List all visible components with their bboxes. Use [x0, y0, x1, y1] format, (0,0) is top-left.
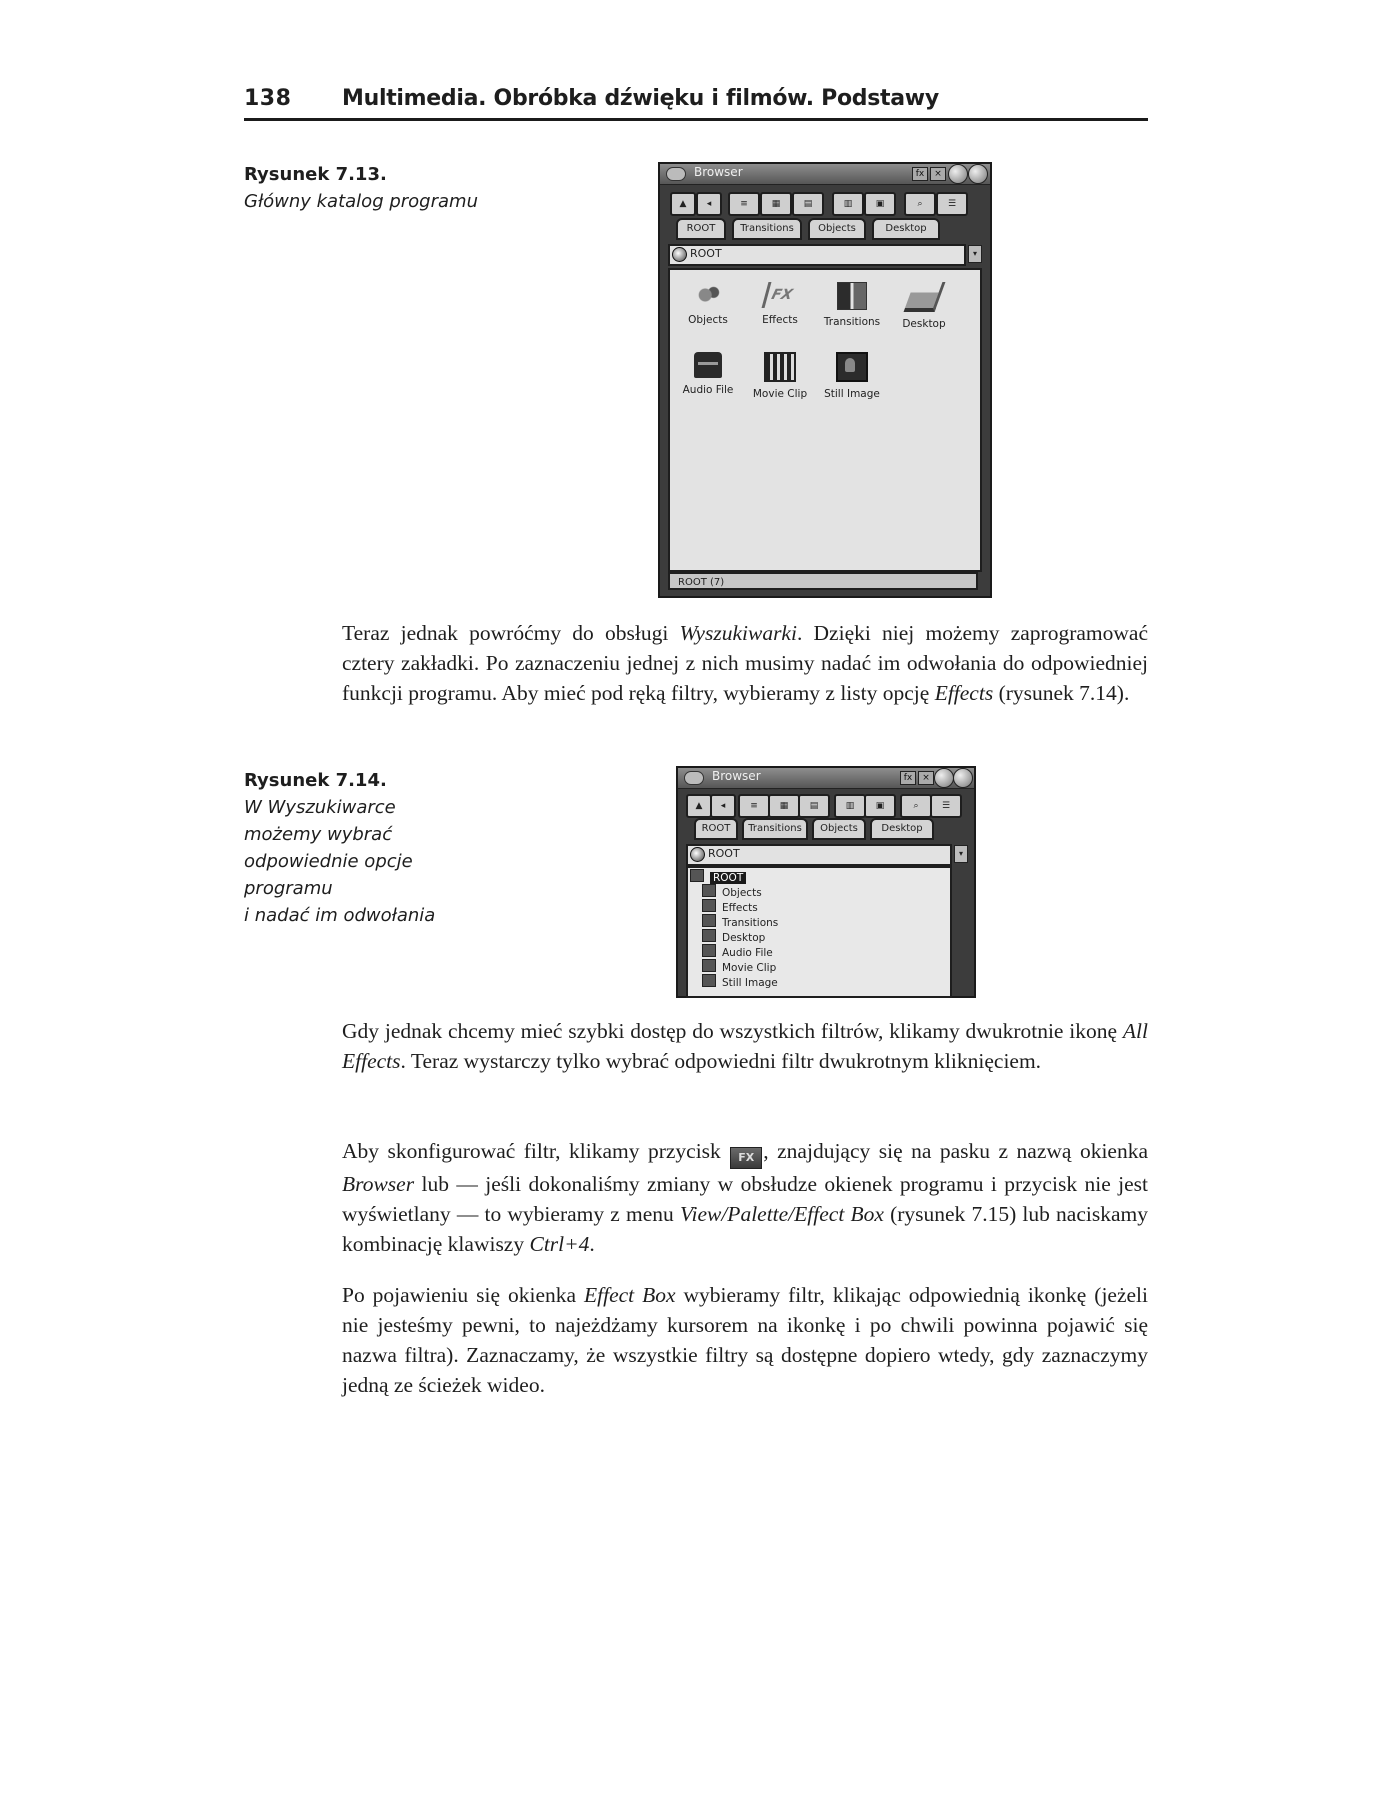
paragraph [342, 1280, 1148, 1400]
item-label: Audio File [682, 384, 734, 396]
movie-clip-icon [764, 352, 796, 382]
search-icon[interactable]: ⌕ [900, 794, 932, 818]
folder-item-transitions[interactable] [816, 282, 888, 328]
list-view-icon[interactable]: ≡ [728, 192, 760, 216]
settings-icon[interactable]: ☰ [936, 192, 968, 216]
objects-icon [702, 884, 716, 897]
objects-icon [694, 282, 722, 308]
effects-icon [702, 899, 716, 912]
paragraph [342, 1136, 1148, 1259]
tree-item-label: ROOT [710, 872, 746, 884]
fx-icon[interactable]: fx [912, 167, 928, 181]
caption-line: W Wyszukiwarce [244, 797, 396, 818]
folder-item-desktop[interactable] [888, 282, 960, 330]
folder-item-audio-file[interactable] [672, 352, 744, 396]
folder-up-icon[interactable]: ▲ [686, 794, 712, 818]
settings-icon[interactable]: ☰ [930, 794, 962, 818]
figure-number: Rysunek 7.13. [244, 164, 387, 185]
emphasis: All Effects [342, 1019, 1148, 1073]
still-image-icon [836, 352, 868, 382]
tab-transitions[interactable]: Transitions [732, 218, 802, 240]
path-text: ROOT [708, 847, 740, 860]
text-run: (rysunek 7.14). [993, 681, 1130, 705]
emphasis: View/Palette/Effect Box [679, 1202, 884, 1226]
text-run: , znajdujący się na pasku z nazwą okienka [763, 1139, 1148, 1163]
figure-caption-text [244, 794, 504, 929]
sphere-icon[interactable] [953, 768, 973, 788]
figure-caption-7-14 [244, 770, 504, 929]
tab-root[interactable]: ROOT [694, 818, 738, 840]
tree-item-movie-clip[interactable] [702, 959, 776, 974]
close-icon[interactable]: × [930, 167, 946, 181]
item-label: Effects [762, 314, 798, 326]
icon-view-icon[interactable]: ▦ [760, 192, 792, 216]
path-field[interactable] [668, 244, 977, 266]
text-run: Po pojawieniu się okienka [342, 1283, 584, 1307]
item-label: Still Image [824, 388, 880, 400]
content-panel [668, 268, 982, 572]
caption-line: możemy wybrać [244, 824, 393, 845]
globe-icon [672, 247, 687, 262]
title-bar [678, 768, 974, 789]
back-icon[interactable]: ◂ [696, 192, 722, 216]
path-field[interactable] [686, 844, 963, 866]
tree-item-effects[interactable] [702, 899, 758, 914]
sphere-icon[interactable] [934, 768, 954, 788]
text-run: Gdy jednak chcemy mieć szybki dostęp do wszystkich filtrów, klikamy dwukrotnie ikonę [342, 1019, 1123, 1043]
tab-desktop[interactable]: Desktop [870, 818, 934, 840]
title-bar [660, 164, 990, 185]
tab-transitions[interactable]: Transitions [742, 818, 808, 840]
text-run: Aby skonfigurować filtr, klikamy przycisk [342, 1139, 730, 1163]
book-title: Multimedia. Obróbka dźwięku i filmów. Podstawy [342, 86, 939, 111]
paragraph [342, 618, 1148, 708]
detail-view-icon[interactable]: ▤ [792, 192, 824, 216]
status-bar: ROOT (7) [668, 572, 978, 590]
figure-caption-7-13 [244, 164, 504, 215]
dropdown-arrow-icon[interactable]: ▾ [968, 245, 982, 263]
item-label: Movie Clip [752, 388, 808, 400]
tree-item-transitions[interactable] [702, 914, 778, 929]
desktop-icon [903, 282, 945, 312]
item-label: Objects [688, 314, 728, 326]
text-run: lub — jeśli dokonaliśmy zmiany w obsłudze okienek programu i przycisk nie jest wyświetlany — to wybieramy z menu [342, 1172, 1148, 1226]
browser-window-screenshot [658, 162, 992, 598]
text-run: . Teraz wystarczy tylko wybrać odpowiedni filtr dwukrotnym kliknięciem. [400, 1049, 1042, 1073]
effects-icon: FX [761, 282, 799, 308]
tree-item-label: Movie Clip [722, 962, 777, 974]
emphasis: Effects [934, 681, 994, 705]
effect-box-button-icon: FX [730, 1147, 762, 1169]
page-header [244, 84, 1148, 121]
filter-icon[interactable]: ▣ [864, 192, 896, 216]
tab-objects[interactable]: Objects [808, 218, 866, 240]
sort-icon[interactable]: ▥ [834, 794, 866, 818]
fx-icon[interactable]: fx [900, 771, 916, 785]
folder-up-icon[interactable]: ▲ [670, 192, 696, 216]
text-run: . [589, 1232, 595, 1256]
text-run: wybieramy filtr, klikając odpowiednią ikonkę (jeżeli nie jesteśmy pewni, to najeżdżamy kursorem na ikonkę i po chwili powinna pojawić się nazwa filtra). Zaznaczamy, że wszystkie filtry są dostępne dopiero wtedy, gdy zaznaczymy jedną ze ścieżek wideo. [342, 1283, 1148, 1397]
emphasis: Ctrl+4 [529, 1232, 590, 1256]
window-title: Browser [712, 769, 761, 783]
tree-item-label: Transitions [722, 917, 779, 929]
tree-dropdown-list [686, 866, 952, 998]
toolbar [668, 192, 982, 214]
tree-item-label: Still Image [722, 977, 778, 989]
toolbar [686, 794, 966, 816]
text-run: Teraz jednak powróćmy do obsługi [342, 621, 680, 645]
sort-icon[interactable]: ▥ [832, 192, 864, 216]
filter-icon[interactable]: ▣ [864, 794, 896, 818]
item-label: Transitions [823, 316, 881, 328]
tree-item-label: Desktop [722, 932, 766, 944]
emphasis: Effect Box [583, 1283, 676, 1307]
window-title: Browser [694, 165, 743, 179]
page-number: 138 [244, 86, 292, 111]
still-image-icon [702, 974, 716, 987]
audio-file-icon [694, 352, 722, 378]
sphere-icon[interactable] [948, 164, 968, 184]
path-text: ROOT [690, 247, 722, 260]
search-icon[interactable]: ⌕ [904, 192, 936, 216]
tree-item-label: Audio File [722, 947, 773, 959]
folder-item-objects[interactable] [672, 282, 744, 326]
item-label: Desktop [902, 318, 946, 330]
emphasis: Wyszukiwarki [679, 621, 797, 645]
sphere-icon[interactable] [968, 164, 988, 184]
desktop-icon [702, 929, 716, 942]
tree-item-audio-file[interactable] [702, 944, 773, 959]
back-icon[interactable]: ◂ [710, 794, 736, 818]
globe-icon [690, 847, 705, 862]
emphasis: Browser [342, 1172, 415, 1196]
folder-item-effects[interactable] [744, 282, 816, 326]
globe-icon [690, 869, 704, 882]
icon-view-icon[interactable]: ▦ [768, 794, 800, 818]
tree-item-root[interactable] [690, 869, 746, 884]
audio-file-icon [702, 944, 716, 957]
text-run: (rysunek 7.15) lub naciskamy kombinację klawiszy [342, 1202, 1149, 1256]
tree-item-still-image[interactable] [702, 974, 778, 989]
text-run: . Dzięki niej możemy zaprogramować cztery zakładki. Po zaznaczeniu jednej z nich musimy nadać im odwołania do odpowiedniej funkcji programu. Aby mieć pod ręką filtry, wybieramy z listy opcję [342, 621, 1148, 705]
tab-root[interactable]: ROOT [676, 218, 726, 240]
tree-item-label: Effects [722, 902, 758, 914]
dropdown-arrow-icon[interactable]: ▾ [954, 845, 968, 863]
transitions-icon [702, 914, 716, 927]
tree-item-objects[interactable] [702, 884, 762, 899]
tree-item-label: Objects [722, 887, 762, 899]
figure-caption-text: Główny katalog programu [244, 191, 478, 212]
close-icon[interactable]: × [918, 771, 934, 785]
detail-view-icon[interactable]: ▤ [798, 794, 830, 818]
movie-clip-icon [702, 959, 716, 972]
paragraph [342, 1016, 1148, 1076]
caption-line: odpowiednie opcje programu [244, 851, 413, 899]
folder-item-movie-clip[interactable] [744, 352, 816, 400]
browser-window-screenshot [676, 766, 976, 998]
tree-item-desktop[interactable] [702, 929, 765, 944]
app-logo-icon [666, 167, 686, 181]
figure-number: Rysunek 7.14. [244, 770, 387, 791]
tab-objects[interactable]: Objects [812, 818, 866, 840]
tab-desktop[interactable]: Desktop [872, 218, 940, 240]
transitions-icon [837, 282, 867, 310]
app-logo-icon [684, 771, 704, 785]
list-view-icon[interactable]: ≡ [738, 794, 770, 818]
folder-item-still-image[interactable] [816, 352, 888, 400]
caption-line: i nadać im odwołania [244, 905, 436, 926]
